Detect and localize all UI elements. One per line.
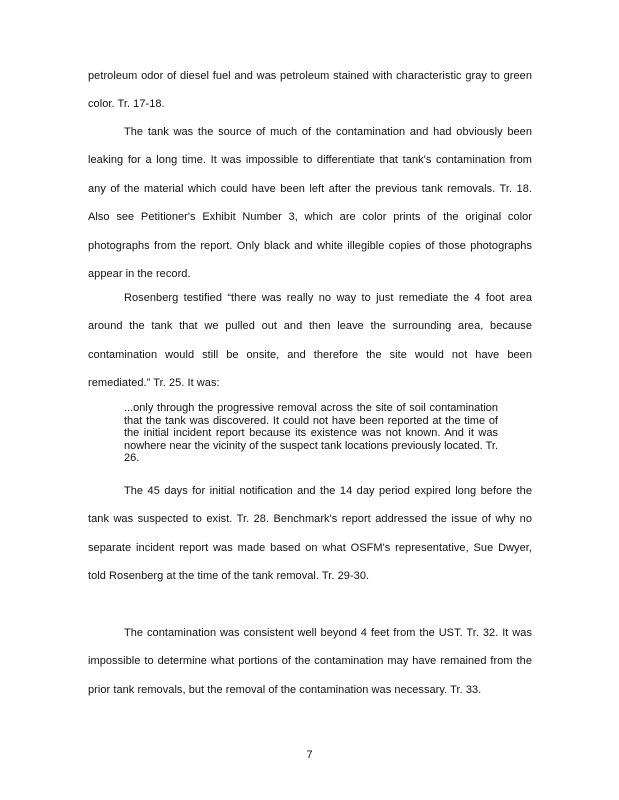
paragraph-5: The contamination was consistent well beyond 4 feet from the UST. Tr. 32. It was impossible to determine what portions of the contamination may have remained from the prior tank removals, but the removal of the contamination was necessary. Tr. 33. — [88, 627, 532, 696]
paragraph-3: Rosenberg testified “there was really no way to just remediate the 4 foot area around the tank that we pulled out and then leave the surrounding area, because contamination would still be onsite, and therefore the site would not have been remediated.” Tr. 25. It was: — [88, 292, 532, 390]
block-quote: ...only through the progressive removal across the site of soil contamination that the tank was discovered. It could not have been reported at the time of the initial incident report because its existence was not known. And it was nowhere near the vicinity of the suspect tank locations previously located. Tr. 26. — [124, 402, 498, 465]
paragraph-1: petroleum odor of diesel fuel and was petroleum stained with characteristic gray to green color. Tr. 17-18. — [88, 70, 532, 111]
paragraph-2: The tank was the source of much of the contamination and had obviously been leaking for a long time. It was impossible to differentiate that tank's contamination from any of the material which could have been left after the previous tank removals. Tr. 18. Also see Petitioner's Exhibit Number 3, which are color prints of the original color photographs from the report. Only black and white illegible copies of those photographs appear in the record. — [88, 126, 532, 281]
page-number: 7 — [306, 749, 313, 761]
paragraph-4: The 45 days for initial notification and the 14 day period expired long before the tank was suspected to exist. Tr. 28. Benchmark's report addressed the issue of why no separate incident report was made based on what OSFM's representative, Sue Dwyer, told Rosenberg at the time of the tank removal. Tr. 29-30. — [88, 485, 532, 583]
